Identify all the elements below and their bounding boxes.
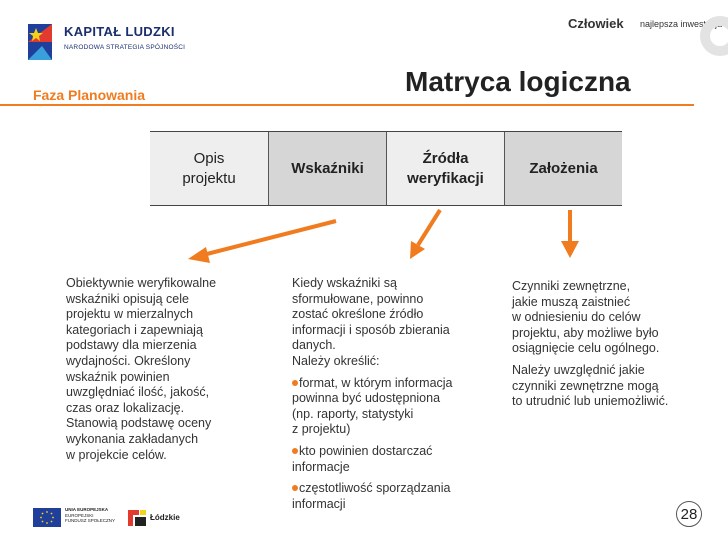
eu-label bbox=[65, 507, 121, 524]
text-line: wydajności. Określony bbox=[66, 353, 191, 368]
text-line: projektu w mierzalnych bbox=[66, 307, 194, 322]
header-divider bbox=[0, 104, 694, 106]
text-line: to utrudnić lub uniemożliwić. bbox=[512, 394, 669, 409]
text-line: kategoriach i zapewniają bbox=[66, 322, 203, 337]
text-line: Czynniki zewnętrzne, bbox=[512, 279, 631, 293]
section-label: Faza Planowania bbox=[33, 87, 146, 103]
matrix-cell-sources bbox=[386, 132, 504, 205]
logic-matrix-header bbox=[150, 131, 622, 206]
text-line: czas oraz lokalizację. bbox=[66, 400, 185, 415]
lodzkie-logo-icon bbox=[127, 509, 147, 527]
text-line: osiągnięcie celu ogólnego. bbox=[512, 341, 660, 356]
assumptions-description bbox=[512, 279, 712, 416]
text-line: Kiedy wskaźniki są bbox=[292, 276, 397, 290]
text-line: format, w którym informacja bbox=[299, 375, 453, 390]
arrow-icon bbox=[410, 210, 440, 259]
text-line: informacji bbox=[292, 496, 346, 511]
arrow-icon bbox=[188, 221, 336, 263]
text-line: podstawy dla mierzenia bbox=[66, 338, 197, 353]
text-line: uwzględniać ilość, jakość, bbox=[66, 385, 210, 400]
text-line: kto powinien dostarczać bbox=[299, 443, 433, 458]
text-line: wskaźnik powinien bbox=[66, 369, 170, 384]
arrow-icon bbox=[561, 210, 579, 258]
text-line: częstotliwość sporządzania bbox=[299, 481, 451, 496]
bullet-icon bbox=[292, 448, 298, 454]
eu-label-line: FUNDUSZ SPOŁECZNY bbox=[65, 518, 116, 523]
assumptions-paragraph bbox=[512, 363, 712, 410]
matrix-cell-indicators bbox=[268, 132, 386, 205]
slide-title: Matryca logiczna bbox=[405, 66, 631, 97]
bullet-item bbox=[292, 376, 492, 392]
assumptions-paragraph bbox=[512, 279, 712, 357]
logo-title: KAPITAŁ LUDZKI bbox=[64, 24, 175, 39]
bullet-item bbox=[292, 481, 492, 497]
matrix-cell-label: Wskaźniki bbox=[291, 159, 364, 177]
text-line: powinna być udostępniona bbox=[292, 391, 441, 406]
text-line: w odniesieniu do celów bbox=[512, 310, 641, 325]
region-label: Łódzkie bbox=[150, 513, 180, 522]
corner-decoration bbox=[700, 16, 728, 56]
eu-flag-icon bbox=[33, 508, 61, 527]
bullet-icon bbox=[292, 380, 298, 386]
text-line: wskaźniki opisują cele bbox=[66, 291, 189, 306]
bullet-icon bbox=[292, 485, 298, 491]
text-line: Należy uwzględnić jakie bbox=[512, 362, 645, 377]
text-line: Stanowią podstawę oceny bbox=[66, 416, 212, 431]
matrix-cell-label: Założenia bbox=[529, 159, 598, 177]
text-line: informacji i sposób zbierania bbox=[292, 322, 450, 337]
page-number: 28 bbox=[676, 501, 702, 527]
text-line: jakie muszą zaistnieć bbox=[512, 294, 631, 309]
kapital-ludzki-logo-icon bbox=[22, 20, 56, 64]
matrix-cell-label: Opis projektu bbox=[182, 149, 236, 187]
text-line: Należy określić: bbox=[292, 353, 380, 368]
matrix-cell-label: Źródła weryfikacji bbox=[407, 149, 484, 187]
text-line: z projektu) bbox=[292, 422, 351, 437]
matrix-cell-assumptions bbox=[504, 132, 622, 205]
eu-label-line: UNIA EUROPEJSKA bbox=[65, 507, 109, 512]
logo-subtitle: NARODOWA STRATEGIA SPÓJNOŚCI bbox=[64, 44, 186, 51]
text-line: (np. raporty, statystyki bbox=[292, 406, 414, 421]
bullet-item bbox=[292, 444, 492, 460]
text-line: sformułowane, powinno bbox=[292, 291, 424, 306]
brand-tagline: najlepsza inwestycja bbox=[640, 19, 723, 29]
indicators-description bbox=[66, 276, 266, 463]
text-line: informacje bbox=[292, 459, 350, 474]
sources-description bbox=[292, 276, 492, 512]
text-line: wykonania zakładanych bbox=[66, 431, 199, 446]
matrix-cell-description bbox=[150, 132, 268, 205]
text-line: w projekcie celów. bbox=[66, 447, 167, 462]
text-line: danych. bbox=[292, 338, 336, 353]
text-line: czynniki zewnętrzne mogą bbox=[512, 378, 659, 393]
brand-name: Człowiek bbox=[568, 16, 624, 31]
text-line: zostać określone źródło bbox=[292, 307, 424, 322]
text-line: Obiektywnie weryfikowalne bbox=[66, 276, 217, 290]
text-line: projektu, aby możliwe było bbox=[512, 325, 659, 340]
eu-label-line: EUROPEJSKI bbox=[65, 512, 94, 518]
